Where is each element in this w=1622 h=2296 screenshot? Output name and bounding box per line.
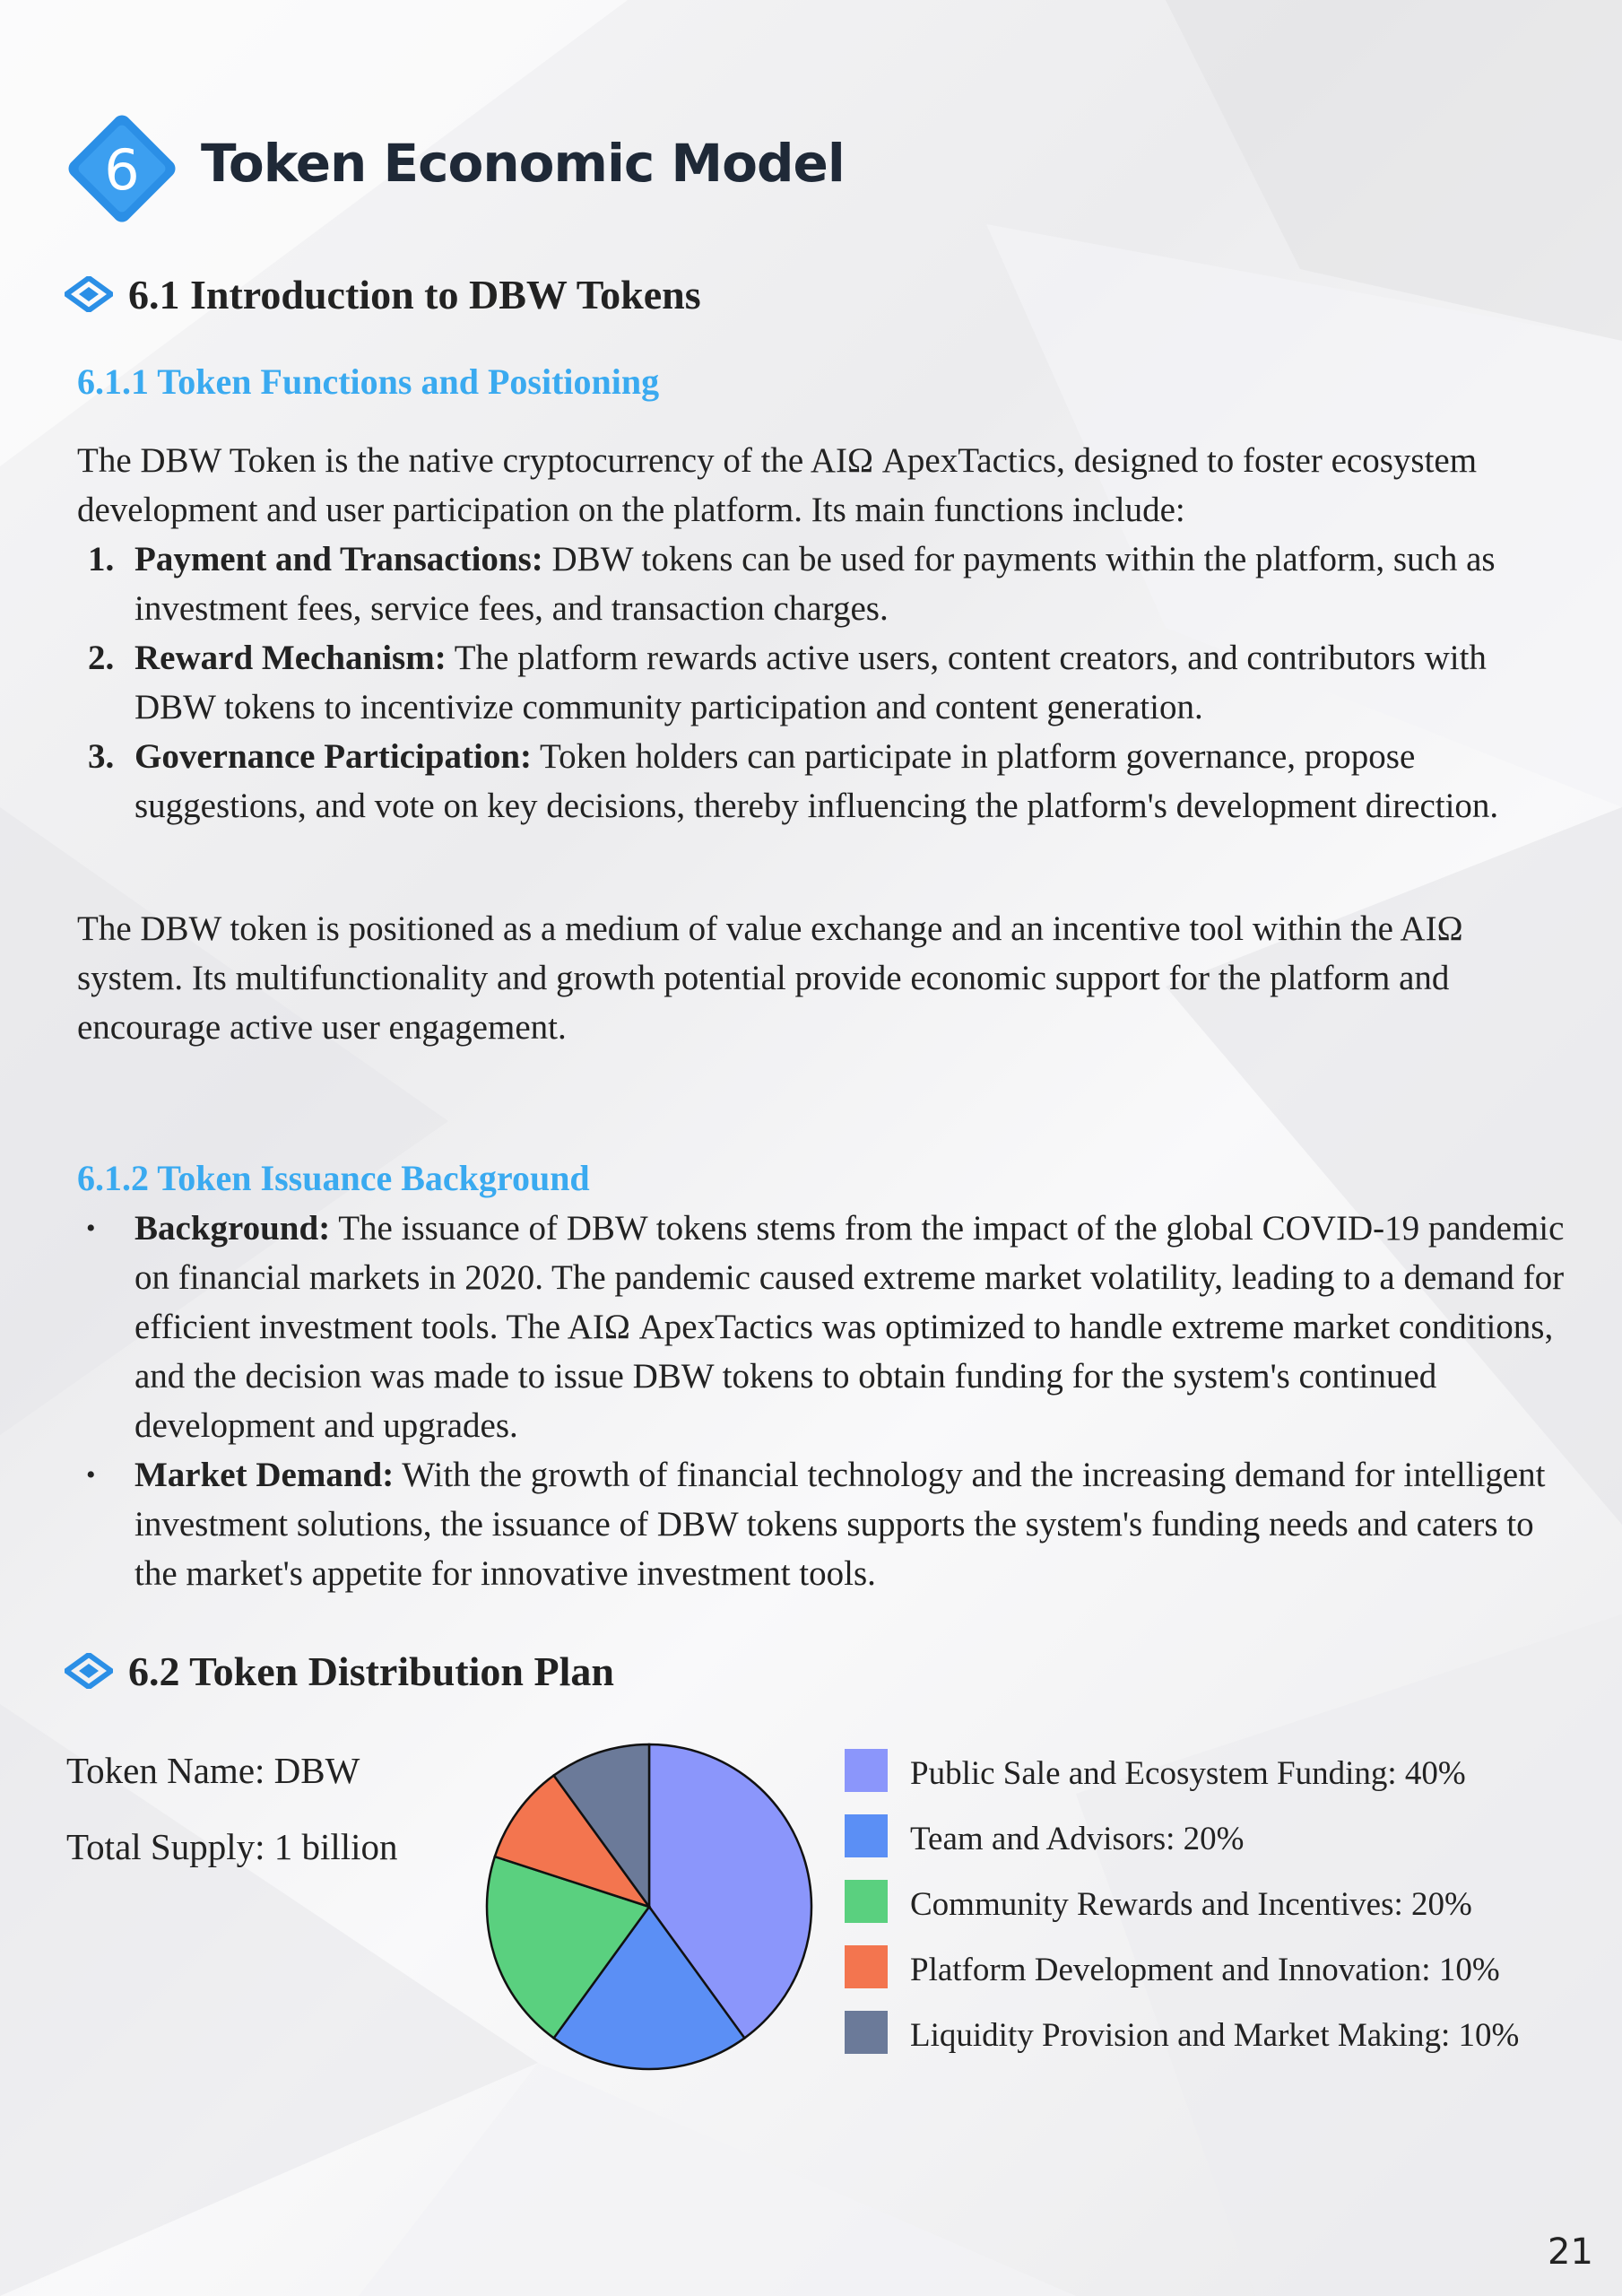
list-item: 1. Payment and Transactions: DBW tokens can be used for payments within the platform, such as investment fees, service fees, and transaction charges.	[88, 540, 1496, 628]
chapter-badge	[59, 106, 185, 231]
item-text: With the growth of financial technology and the increasing demand for intelligent investment solutions, the issuance of DBW tokens supports the system's funding needs and caters to the market's appetite for innovative investment tools.	[134, 1456, 1546, 1593]
legend-swatch	[845, 2011, 888, 2054]
legend-label: Public Sale and Ecosystem Funding: 40%	[910, 1755, 1466, 1792]
closing-paragraph: The DBW token is positioned as a medium of value exchange and an incentive tool within the AIΩ system. Its multifunctionality and growth potential provide economic support for the platform and encourage active user engagement.	[77, 909, 1463, 1047]
item-text: Token holders can participate in platform governance, propose suggestions, and vote on key decisions, thereby influencing the platform's development direction.	[134, 737, 1499, 825]
section-title-6-1: 6.1 Introduction to DBW Tokens	[128, 272, 701, 317]
list-item: • Background: The issuance of DBW tokens stems from the impact of the global COVID-19 pandemic on financial markets in 2020. The pandemic caused extreme market volatility, leading to a demand for efficient investment tools. The AIΩ ApexTactics was optimized to handle extreme market conditions, and the decision was made to issue DBW tokens to obtain funding for the system's continued development and upgrades.	[86, 1209, 1565, 1445]
page-number: 21	[1548, 2231, 1593, 2273]
item-label: Market Demand:	[134, 1456, 395, 1494]
intro-paragraph: The DBW Token is the native cryptocurrency of the AIΩ ApexTactics, designed to foster ecosystem development and user participation on the platform. Its main functions include:	[77, 441, 1478, 529]
distribution-pie-chart	[482, 1740, 816, 2074]
legend-label: Community Rewards and Incentives: 20%	[910, 1886, 1472, 1923]
legend-label: Team and Advisors: 20%	[910, 1821, 1245, 1857]
legend-swatch	[845, 1749, 888, 1792]
legend-label: Platform Development and Innovation: 10%	[910, 1952, 1500, 1988]
list-item: • Market Demand: With the growth of financial technology and the increasing demand for intelligent investment solutions, the issuance of DBW tokens supports the system's funding needs and caters to the market's appetite for innovative investment tools.	[86, 1456, 1546, 1593]
item-label: Governance Participation:	[134, 737, 532, 776]
legend-label: Liquidity Provision and Market Making: 10%	[910, 2017, 1520, 2054]
legend-swatch	[845, 1945, 888, 1988]
item-label: Payment and Transactions:	[134, 540, 543, 578]
section-title-6-2: 6.2 Token Distribution Plan	[128, 1648, 614, 1694]
token-name: Token Name: DBW	[66, 1750, 360, 1791]
list-item: 2. Reward Mechanism: The platform rewards active users, content creators, and contributors with DBW tokens to incentivize community participation and content generation.	[88, 639, 1487, 726]
chapter-title: Token Economic Model	[201, 133, 845, 194]
item-text: DBW tokens can be used for payments within the platform, such as investment fees, service fees, and transaction charges.	[134, 540, 1496, 628]
item-text: The platform rewards active users, content creators, and contributors with DBW tokens to incentivize community participation and content generation.	[134, 639, 1487, 726]
list-item: 3. Governance Participation: Token holders can participate in platform governance, propose suggestions, and vote on key decisions, thereby influencing the platform's development direction.	[88, 737, 1499, 825]
item-text: The issuance of DBW tokens stems from the impact of the global COVID-19 pandemic on financial markets in 2020. The pandemic caused extreme market volatility, leading to a demand for efficient investment tools. The AIΩ ApexTactics was optimized to handle extreme market conditions, and the decision was made to issue DBW tokens to obtain funding for the system's continued development and upgrades.	[134, 1209, 1565, 1445]
diamond-icon	[65, 1653, 113, 1689]
legend-swatch	[845, 1880, 888, 1923]
item-label: Reward Mechanism:	[134, 639, 447, 677]
legend-swatch	[845, 1814, 888, 1857]
chapter-number: 6	[104, 137, 140, 203]
subsection-title-6-1-1: 6.1.1 Token Functions and Positioning	[77, 361, 660, 402]
total-supply: Total Supply: 1 billion	[66, 1826, 398, 1867]
diamond-icon	[65, 276, 113, 312]
background-list	[77, 1204, 1566, 1598]
functions-list	[77, 535, 1566, 831]
subsection-title-6-1-2: 6.1.2 Token Issuance Background	[77, 1158, 590, 1198]
item-label: Background:	[134, 1209, 331, 1248]
